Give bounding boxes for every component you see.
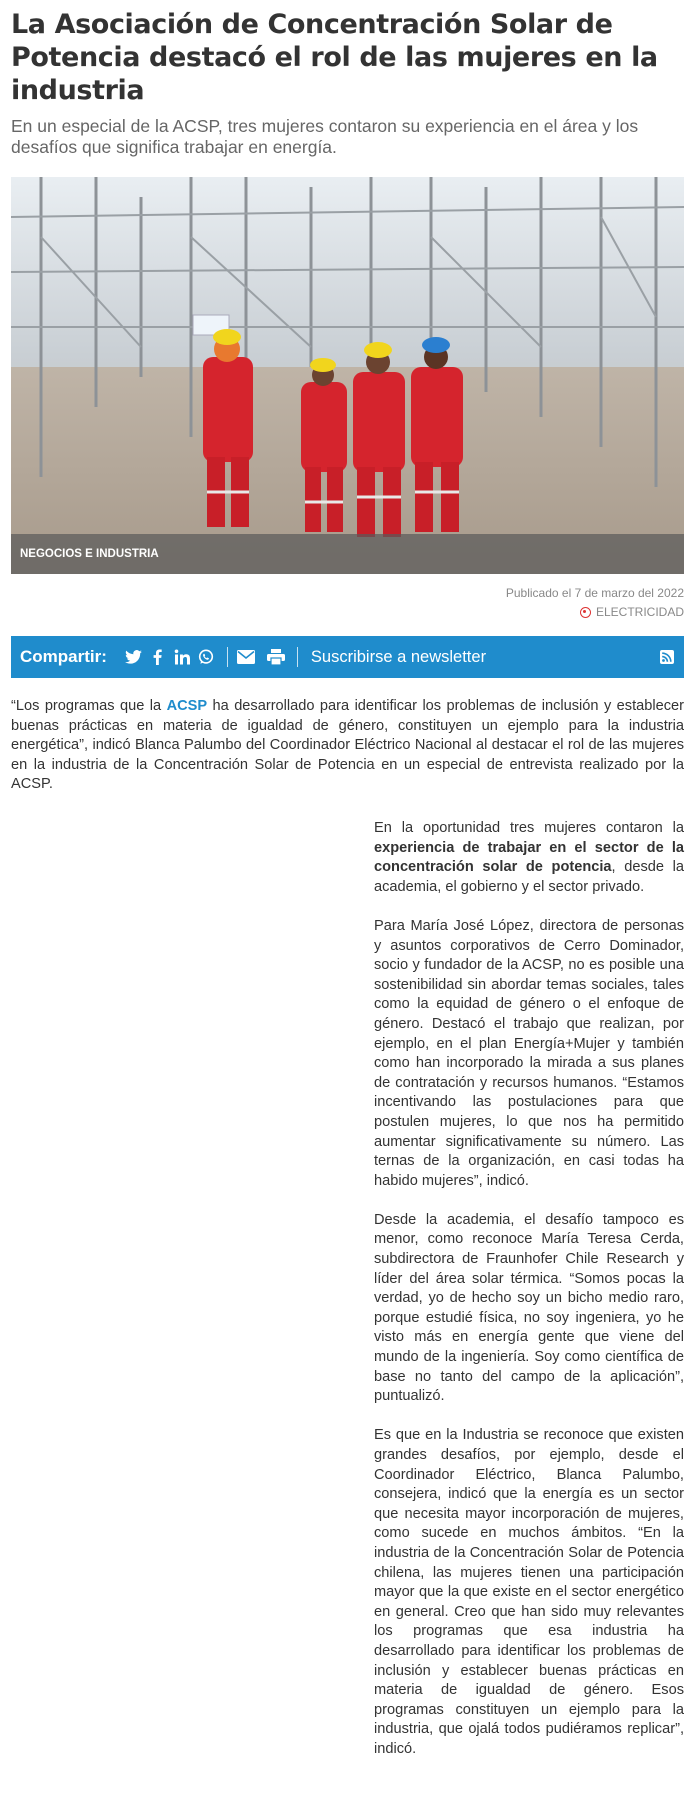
article-subtitle: En un especial de la ACSP, tres mujeres contaron su experiencia en el área y los desafíos que significa trabajar en energía. bbox=[11, 116, 639, 157]
print-icon[interactable] bbox=[267, 648, 285, 666]
intro-text-start: “Los programas que la bbox=[11, 698, 167, 714]
share-divider bbox=[297, 647, 298, 667]
article-body bbox=[374, 819, 684, 1779]
facebook-icon[interactable] bbox=[149, 648, 167, 666]
body-paragraph-4: Es que en la Industria se reconoce que existen grandes desafíos, por ejemplo, desde el Coordinador Eléctrico, Blanca Palumbo, consejera, indicó que la energía es un sector que necesita mayor incorporación de mujeres, como sucede en muchos ámbitos. “En la industria de la Concentración Solar de Potencia chilena, las mujeres tienen una participación mayor que la que existe en el sector energético en general. Creo que han sido muy relevantes los programas que esa industria ha desarrollado para identificar los problemas de inclusión y establecer buenas prácticas en materia de igualdad de género. Esos programas constituyen un ejemplo para la industria, que ojalá todos pudiéramos replicar”, indicó. bbox=[374, 1427, 684, 1757]
p1-bold-text: experiencia de trabajar en el sector de la concentración solar de potencia bbox=[374, 839, 684, 876]
rss-icon[interactable] bbox=[660, 650, 674, 664]
newsletter-subscribe-link[interactable]: Suscribirse a newsletter bbox=[310, 647, 487, 666]
p1-text-start: En la oportunidad tres mujeres contaron la bbox=[374, 820, 684, 836]
email-icon[interactable] bbox=[237, 648, 255, 666]
category-label[interactable]: ELECTRICIDAD bbox=[595, 605, 684, 619]
share-divider bbox=[227, 647, 228, 667]
publish-date: Publicado el 7 de marzo del 2022 bbox=[505, 586, 684, 600]
share-bar bbox=[11, 636, 684, 678]
linkedin-icon[interactable] bbox=[173, 648, 191, 666]
whatsapp-icon[interactable] bbox=[197, 648, 215, 666]
twitter-icon[interactable] bbox=[125, 648, 143, 666]
p1-text-end: , desde la academia, el gobierno y el sector privado. bbox=[374, 859, 684, 895]
hero-image[interactable] bbox=[11, 177, 684, 574]
article-title: La Asociación de Concentración Solar de Potencia destacó el rol de las mujeres en la industria bbox=[11, 9, 658, 106]
share-label: Compartir: bbox=[20, 647, 107, 666]
body-paragraph-3: Desde la academia, el desafío tampoco es menor, como reconoce María Teresa Cerda, subdirectora de Fraunhofer Chile Research y líder del área solar térmica. “Somos pocas la verdad, yo de hecho soy un bicho medio raro, porque estudié física, no soy ingeniera, yo he visto más en energía gente que viene del mundo de la ingeniería. Soy como científica de base no tanto del campo de la aplicación”, puntualizó. bbox=[374, 1211, 684, 1405]
target-icon bbox=[580, 607, 591, 618]
body-paragraph-1 bbox=[374, 819, 684, 897]
intro-text-end: ha desarrollado para identificar los problemas de inclusión y establecer buenas prácticas en materia de igualdad de género, constituyen un ejemplo para la industria energética”, indicó Blanca Palumbo del Coordinador Eléctrico Nacional al destacar el rol de las mujeres en la industria de la Concentración Solar de Potencia en un especial de entrevista realizado por la ACSP. bbox=[11, 698, 685, 793]
body-paragraph-2: Para María José López, directora de personas y asuntos corporativos de Cerro Dominador, socio y fundador de la ACSP, no es posible una sostenibilidad sin abordar temas sociales, tales como la equidad de género o el enfoque de género. Destacó el trabajo que realizan, por ejemplo, en el plan Energía+Mujer y también como han incorporado la mirada a sus planes de contratación y recursos humanos. “Estamos incentivando las postulaciones para que postulen mujeres, lo que nos ha permitido aumentar significativamente su número. Las ternas de la organización, en casi todas ha habido mujeres”, indicó. bbox=[374, 917, 684, 1189]
image-category-label[interactable]: NEGOCIOS E INDUSTRIA bbox=[11, 534, 684, 574]
category-tag[interactable] bbox=[580, 605, 684, 619]
intro-paragraph bbox=[11, 697, 684, 795]
acsp-link[interactable]: ACSP bbox=[166, 698, 208, 714]
